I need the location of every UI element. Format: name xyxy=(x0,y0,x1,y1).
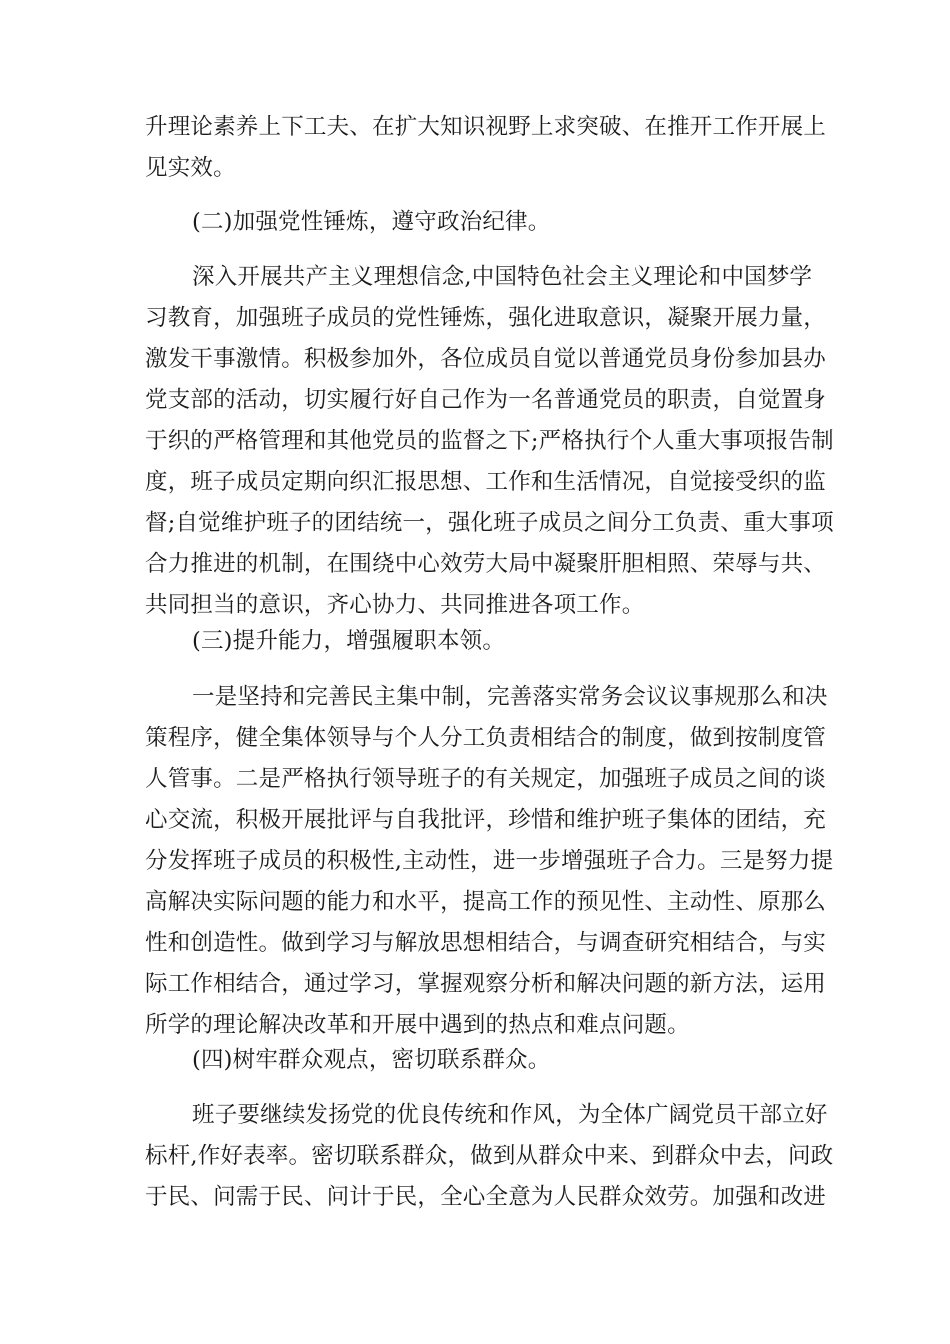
heading-text: (四)树牢群众观点，密切联系群众。 xyxy=(192,1047,551,1073)
text-line: 于织的严格管理和其他党员的监督之下;严格执行个人重大事项报告制 xyxy=(145,428,834,454)
text-line: 督;自觉维护班子的团结统一，强化班子成员之间分工负责、重大事项 xyxy=(145,510,834,536)
text-line: 党支部的活动，切实履行好自己作为一名普通党员的职责，自觉置身 xyxy=(145,387,827,413)
text-line: 习教育，加强班子成员的党性锤炼，强化进取意识，凝聚开展力量， xyxy=(145,305,827,331)
text-line: 合力推进的机制，在围绕中心效劳大局中凝聚肝胆相照、荣辱与共、 xyxy=(145,551,827,577)
text-line: 见实效。 xyxy=(145,155,236,181)
intro-paragraph xyxy=(145,107,827,189)
text-line: 于民、问需于民、问计于民，全心全意为人民群众效劳。加强和改进 xyxy=(145,1184,827,1210)
section-3-paragraph xyxy=(145,677,834,1046)
text-line: 策程序，健全集体领导与个人分工负责相结合的制度，做到按制度管 xyxy=(145,725,827,751)
text-line: 人管事。二是严格执行领导班子的有关规定，加强班子成员之间的谈 xyxy=(145,766,827,792)
section-2-paragraph xyxy=(145,257,834,626)
text-line: 心交流，积极开展批评与自我批评，珍惜和维护班子集体的团结，充 xyxy=(145,807,827,833)
text-line: 性和创造性。做到学习与解放思想相结合，与调查研究相结合，与实 xyxy=(145,930,827,956)
section-4-paragraph xyxy=(145,1095,834,1218)
text-line: 际工作相结合，通过学习，掌握观察分析和解决问题的新方法，运用 xyxy=(145,971,827,997)
heading-text: (二)加强党性锤炼，遵守政治纪律。 xyxy=(192,209,551,235)
text-line: 高解决实际问题的能力和水平，提高工作的预见性、主动性、原那么 xyxy=(145,889,827,915)
text-line: 深入开展共产主义理想信念,中国特色社会主义理论和中国梦学 xyxy=(192,264,813,290)
text-line: 班子要继续发扬党的优良传统和作风，为全体广阔党员干部立好 xyxy=(192,1102,828,1128)
section-4-heading xyxy=(145,1040,810,1081)
text-line: 一是坚持和完善民主集中制，完善落实常务会议议事规那么和决 xyxy=(192,684,828,710)
text-line: 激发干事激情。积极参加外，各位成员自觉以普通党员身份参加县办 xyxy=(145,346,827,372)
heading-text: (三)提升能力，增强履职本领。 xyxy=(192,628,506,654)
text-line: 分发挥班子成员的积极性,主动性，进一步增强班子合力。三是努力提 xyxy=(145,848,834,874)
text-line: 共同担当的意识，齐心协力、共同推进各项工作。 xyxy=(145,592,645,618)
section-2-heading xyxy=(145,202,810,243)
text-line: 度，班子成员定期向织汇报思想、工作和生活情况，自觉接受织的监 xyxy=(145,469,827,495)
text-line: 标杆,作好表率。密切联系群众，做到从群众中来、到群众中去，问政 xyxy=(145,1143,834,1169)
section-3-heading xyxy=(145,621,810,662)
text-line: 所学的理论解决改革和开展中遇到的热点和难点问题。 xyxy=(145,1012,690,1038)
text-line: 升理论素养上下工夫、在扩大知识视野上求突破、在推开工作开展上 xyxy=(145,114,827,140)
